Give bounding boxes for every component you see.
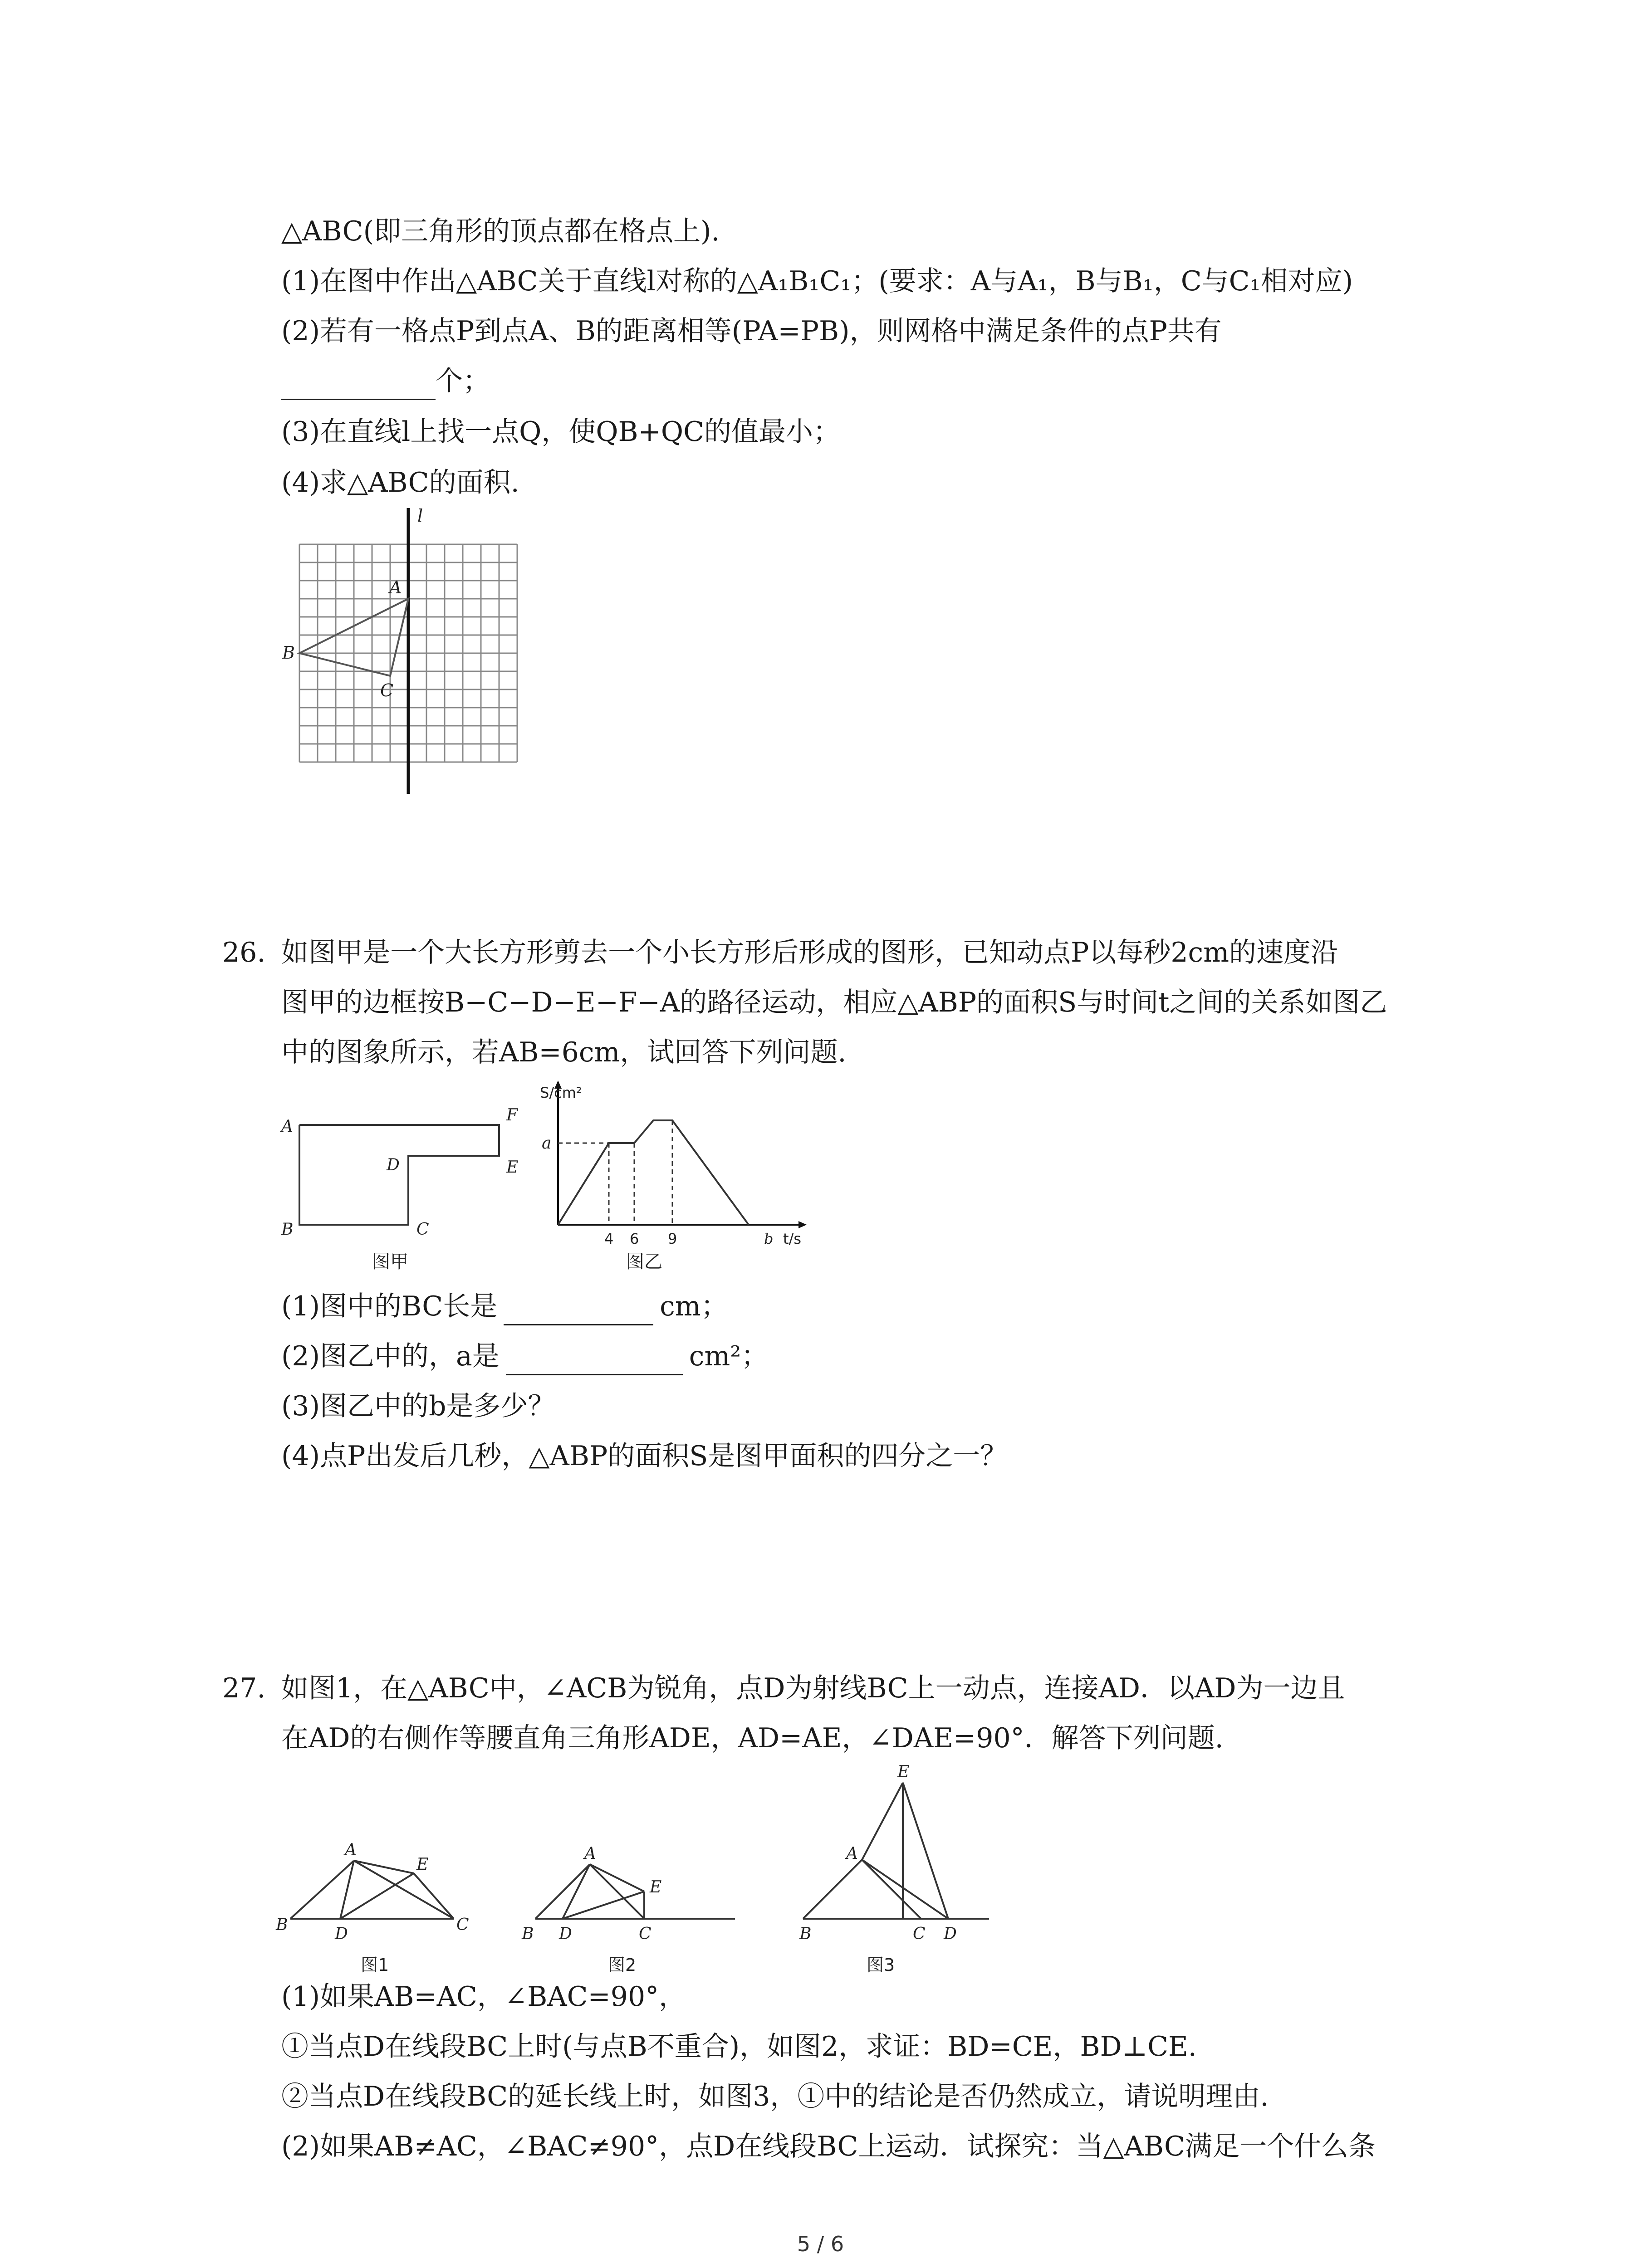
q25-part2: (2)若有一格点P到点A、B的距离相等(PA=PB)，则网格中满足条件的点P共有 [281, 315, 1222, 347]
fig-yi [526, 1070, 817, 1279]
chart-axes [554, 1080, 807, 1228]
shape-outline [299, 1125, 499, 1225]
fig-jia [272, 1107, 526, 1279]
q25-grid-figure [272, 494, 526, 803]
x-axis-label: t/s [783, 1230, 801, 1247]
fig2-label-a: A [584, 1844, 596, 1863]
q27-part1b: ②当点D在线段BC的延长线上时，如图3，①中的结论是否仍然成立，请说明理由. [281, 2081, 1269, 2112]
fig1-label-c: C [456, 1916, 469, 1934]
s-t-graph [558, 1120, 749, 1225]
label-f: F [506, 1107, 518, 1124]
q25-part2-answer [281, 362, 490, 400]
q26-part3: (3)图乙中的b是多少？ [281, 1390, 555, 1422]
q27-part2: (2)如果AB≠AC，∠BAC≠90°，点D在线段BC上运动．试探究：当△ABC满足一个什么条 [281, 2131, 1376, 2162]
label-a: A [281, 1117, 293, 1136]
answer-blank-a[interactable] [506, 1346, 683, 1375]
fig3-label-d: D [944, 1925, 957, 1943]
fig2-label-b: B [522, 1925, 534, 1943]
tick-4: 4 [604, 1230, 614, 1247]
fig3-label-e: E [897, 1763, 910, 1781]
label-a-value: a [542, 1134, 552, 1153]
q26-part4: (4)点P出发后几秒，△ABP的面积S是图甲面积的四分之一？ [281, 1440, 1008, 1472]
fig2-caption: 图2 [608, 1955, 637, 1975]
q25-part1: (1)在图中作出△ABC关于直线l对称的△A₁B₁C₁；(要求：A与A₁，B与B₁，C与C₁相对应) [281, 265, 1353, 297]
label-b: B [281, 1220, 294, 1239]
q26-line2: 图甲的边框按B−C−D−E−F−A的路径运动，相应△ABP的面积S与时间t之间的关系如图乙 [281, 987, 1387, 1018]
q26-part2 [281, 1337, 768, 1375]
caption-jia: 图甲 [372, 1251, 408, 1272]
q27-fig3 [789, 1760, 998, 1982]
answer-blank-bc[interactable] [504, 1296, 653, 1325]
fig1-label-a: A [345, 1841, 357, 1859]
tick-6: 6 [630, 1230, 639, 1247]
line-label-l: l [417, 506, 423, 526]
label-e: E [506, 1158, 519, 1177]
q26-line3: 中的图象所示，若AB=6cm，试回答下列问题. [281, 1036, 847, 1068]
fig2-label-e: E [650, 1878, 662, 1897]
fig1-label-d: D [335, 1925, 348, 1943]
q25-part4: (4)求△ABC的面积. [281, 467, 519, 499]
page-number: 5 / 6 [797, 2232, 844, 2256]
q26-part1-text: (1)图中的BC长是 [281, 1290, 498, 1322]
q26-part1-unit: cm； [660, 1290, 728, 1322]
fig2-label-c: C [639, 1925, 652, 1943]
q26-part1 [281, 1287, 728, 1325]
fig3-label-b: B [799, 1925, 812, 1943]
answer-blank[interactable] [281, 371, 436, 400]
vertex-label-c: C [380, 680, 394, 700]
q27-number: 27. [222, 1672, 266, 1704]
caption-yi: 图乙 [626, 1251, 662, 1272]
q25-intro: △ABC(即三角形的顶点都在格点上). [281, 215, 720, 247]
q27-line1: 如图1，在△ABC中，∠ACB为锐角，点D为射线BC上一动点，连接AD．以AD为一边且 [281, 1672, 1345, 1704]
tick-b: b [764, 1230, 774, 1247]
label-d: D [387, 1156, 400, 1174]
fig3-label-c: C [913, 1925, 926, 1943]
q26-line1: 如图甲是一个大长方形剪去一个小长方形后形成的图形，已知动点P以每秒2cm的速度沿 [281, 937, 1338, 968]
label-c: C [416, 1220, 429, 1239]
y-axis-label: S/cm² [540, 1084, 582, 1101]
q26-part2-unit: cm²； [689, 1340, 769, 1372]
q25-part2-tail: 个； [436, 365, 490, 397]
q27-fig1 [272, 1828, 481, 1982]
vertex-label-a: A [389, 577, 402, 597]
q27-fig2 [517, 1828, 744, 1982]
q27-part1: (1)如果AB=AC，∠BAC=90°， [281, 1981, 686, 2013]
fig3-label-a: A [846, 1844, 858, 1863]
q26-part2-text: (2)图乙中的，a是 [281, 1340, 500, 1372]
fig1-label-e: E [416, 1855, 429, 1874]
guide-lines [558, 1120, 672, 1225]
q27-part1a: ①当点D在线段BC上时(与点B不重合)，如图2，求证：BD=CE，BD⊥CE. [281, 2031, 1197, 2063]
fig1-label-b: B [276, 1916, 288, 1934]
fig1-caption: 图1 [361, 1955, 389, 1975]
fig2-label-d: D [559, 1925, 572, 1943]
tick-9: 9 [668, 1230, 677, 1247]
q25-part3: (3)在直线l上找一点Q，使QB+QC的值最小； [281, 416, 841, 448]
q27-line2: 在AD的右侧作等腰直角三角形ADE，AD=AE，∠DAE=90°．解答下列问题. [281, 1722, 1224, 1754]
q26-number: 26. [222, 937, 266, 968]
fig3-caption: 图3 [867, 1955, 895, 1975]
vertex-label-b: B [282, 643, 295, 663]
